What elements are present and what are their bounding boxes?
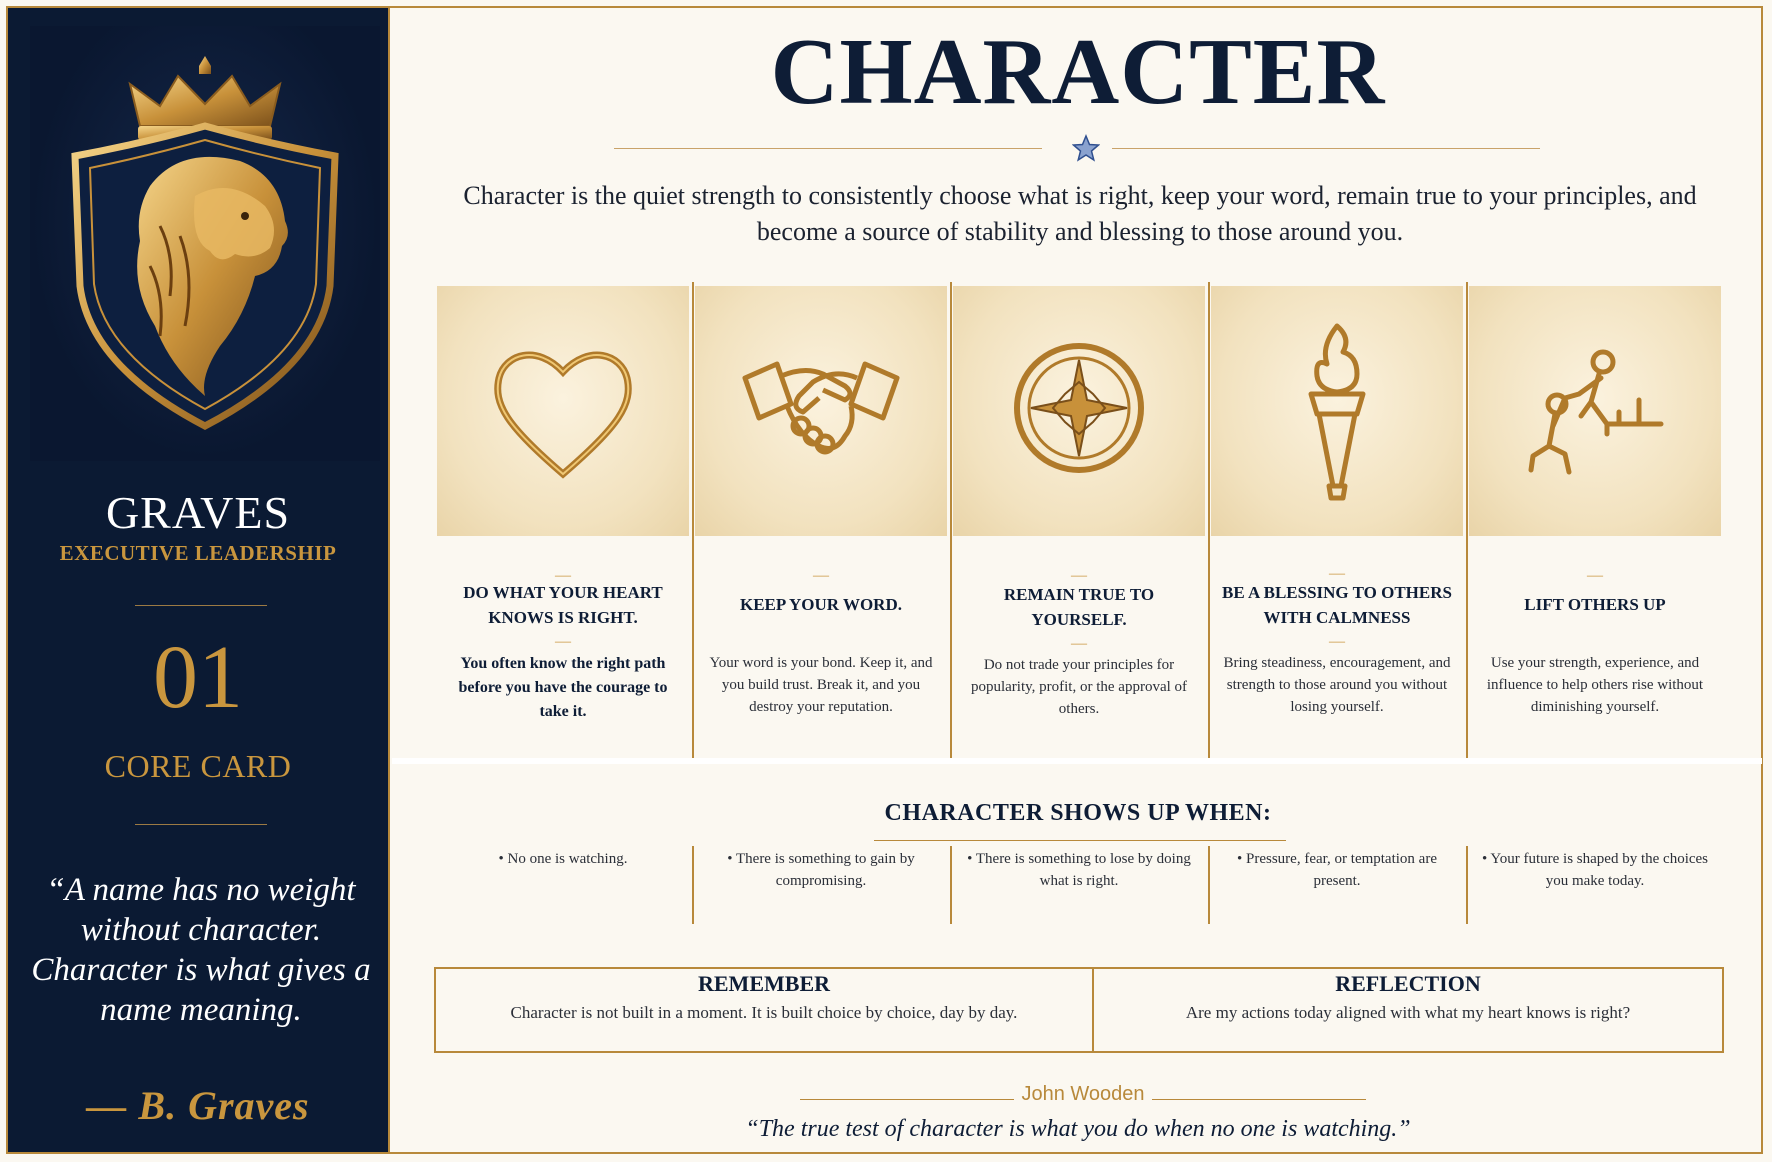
dash: —	[555, 567, 571, 584]
principle-text: Use your strength, experience, and influence to help others rise without diminishing yourself.	[1486, 655, 1704, 715]
dash: —	[1329, 633, 1345, 650]
principle-card	[1469, 282, 1721, 758]
remember-title: REMEMBER	[698, 971, 830, 996]
column-divider	[1208, 846, 1210, 924]
principle-card	[953, 282, 1205, 758]
principle-title: REMAIN TRUE TO YOURSELF.	[1003, 585, 1155, 629]
page-title: CHARACTER	[770, 20, 1386, 124]
list-item	[695, 846, 947, 924]
torch-icon	[1211, 286, 1463, 536]
dash: —	[813, 567, 829, 584]
dash: —	[1071, 567, 1087, 584]
compass-icon	[953, 286, 1205, 536]
shows-up-item: • There is something to gain by compromising.	[727, 851, 915, 889]
sidebar	[6, 6, 390, 1154]
principle-title: LIFT OTHERS UP	[1524, 595, 1666, 614]
card-type: CORE CARD	[104, 748, 292, 784]
reflection-text: Are my actions today aligned with what my heart knows is right?	[1185, 1003, 1631, 1022]
divider	[135, 605, 267, 606]
column-divider	[1208, 282, 1210, 758]
principle-title: DO WHAT YOUR HEART KNOWS IS RIGHT.	[463, 583, 663, 627]
remember-text: Character is not built in a moment. It is built choice by choice, day by day.	[510, 1003, 1018, 1022]
shows-up-title: CHARACTER SHOWS UP WHEN:	[884, 800, 1272, 826]
divider	[1152, 1099, 1366, 1100]
heart-icon	[437, 286, 689, 536]
bottom-quote: “The true test of character is what you do when no one is watching.”	[745, 1116, 1411, 1142]
star-icon	[1072, 134, 1100, 162]
dash: —	[1587, 567, 1603, 584]
column-divider	[692, 282, 694, 758]
column-divider	[1466, 846, 1468, 924]
shows-up-item: • No one is watching.	[498, 851, 628, 867]
handshake-icon	[695, 286, 947, 536]
column-divider	[692, 846, 694, 924]
shows-up-item: • Pressure, fear, or temptation are present.	[1237, 851, 1437, 889]
quote-author: John Wooden	[1021, 1083, 1145, 1105]
column-divider	[1466, 282, 1468, 758]
principle-text: You often know the right path before you have the courage to take it.	[458, 655, 668, 720]
signature: — B. Graves	[86, 1083, 310, 1128]
brand-subtitle: EXECUTIVE LEADERSHIP	[59, 541, 337, 565]
principle-title: KEEP YOUR WORD.	[740, 595, 902, 614]
dash: —	[555, 633, 571, 650]
list-item	[1211, 846, 1463, 924]
remember-reflection-box	[434, 967, 1724, 1053]
principle-card	[695, 282, 947, 758]
list-item	[437, 846, 689, 924]
principle-card	[1211, 282, 1463, 758]
divider	[800, 1099, 1014, 1100]
divider	[614, 148, 1042, 149]
list-item	[953, 846, 1205, 924]
dash: —	[1329, 565, 1345, 582]
reflection-title: REFLECTION	[1335, 971, 1481, 996]
remember-panel	[436, 969, 1092, 1051]
brand-name: GRAVES	[105, 487, 291, 538]
principle-text: Your word is your bond. Keep it, and you build trust. Break it, and you destroy your reputation.	[709, 655, 933, 715]
divider	[135, 824, 267, 825]
reflection-panel	[1094, 969, 1722, 1051]
lion-crest-icon	[30, 26, 380, 461]
principle-text: Do not trade your principles for popularity, profit, or the approval of others.	[970, 657, 1188, 717]
shows-up-item: • Your future is shaped by the choices you make today.	[1481, 851, 1709, 889]
intro-text: Character is the quiet strength to consistently choose what is right, keep your word, remain true to your principles, and become a source of stability and blessing to those around you.	[463, 181, 1697, 246]
sidebar-quote: “A name has no weight without character. Character is what gives a name meaning.	[31, 872, 371, 1028]
principle-card	[437, 282, 689, 758]
divider	[1112, 148, 1540, 149]
column-divider	[950, 846, 952, 924]
helping-hand-climb-icon	[1469, 286, 1721, 536]
card-number: 01	[153, 628, 243, 727]
dash: —	[1071, 635, 1087, 652]
section-band	[392, 758, 1762, 764]
list-item	[1469, 846, 1721, 924]
divider	[874, 840, 1286, 841]
principle-text: Bring steadiness, encouragement, and strength to those around you without losing yourself.	[1223, 655, 1451, 715]
shows-up-item: • There is something to lose by doing what is right.	[967, 851, 1191, 889]
principle-title: BE A BLESSING TO OTHERS WITH CALMNESS	[1222, 583, 1452, 627]
column-divider	[950, 282, 952, 758]
